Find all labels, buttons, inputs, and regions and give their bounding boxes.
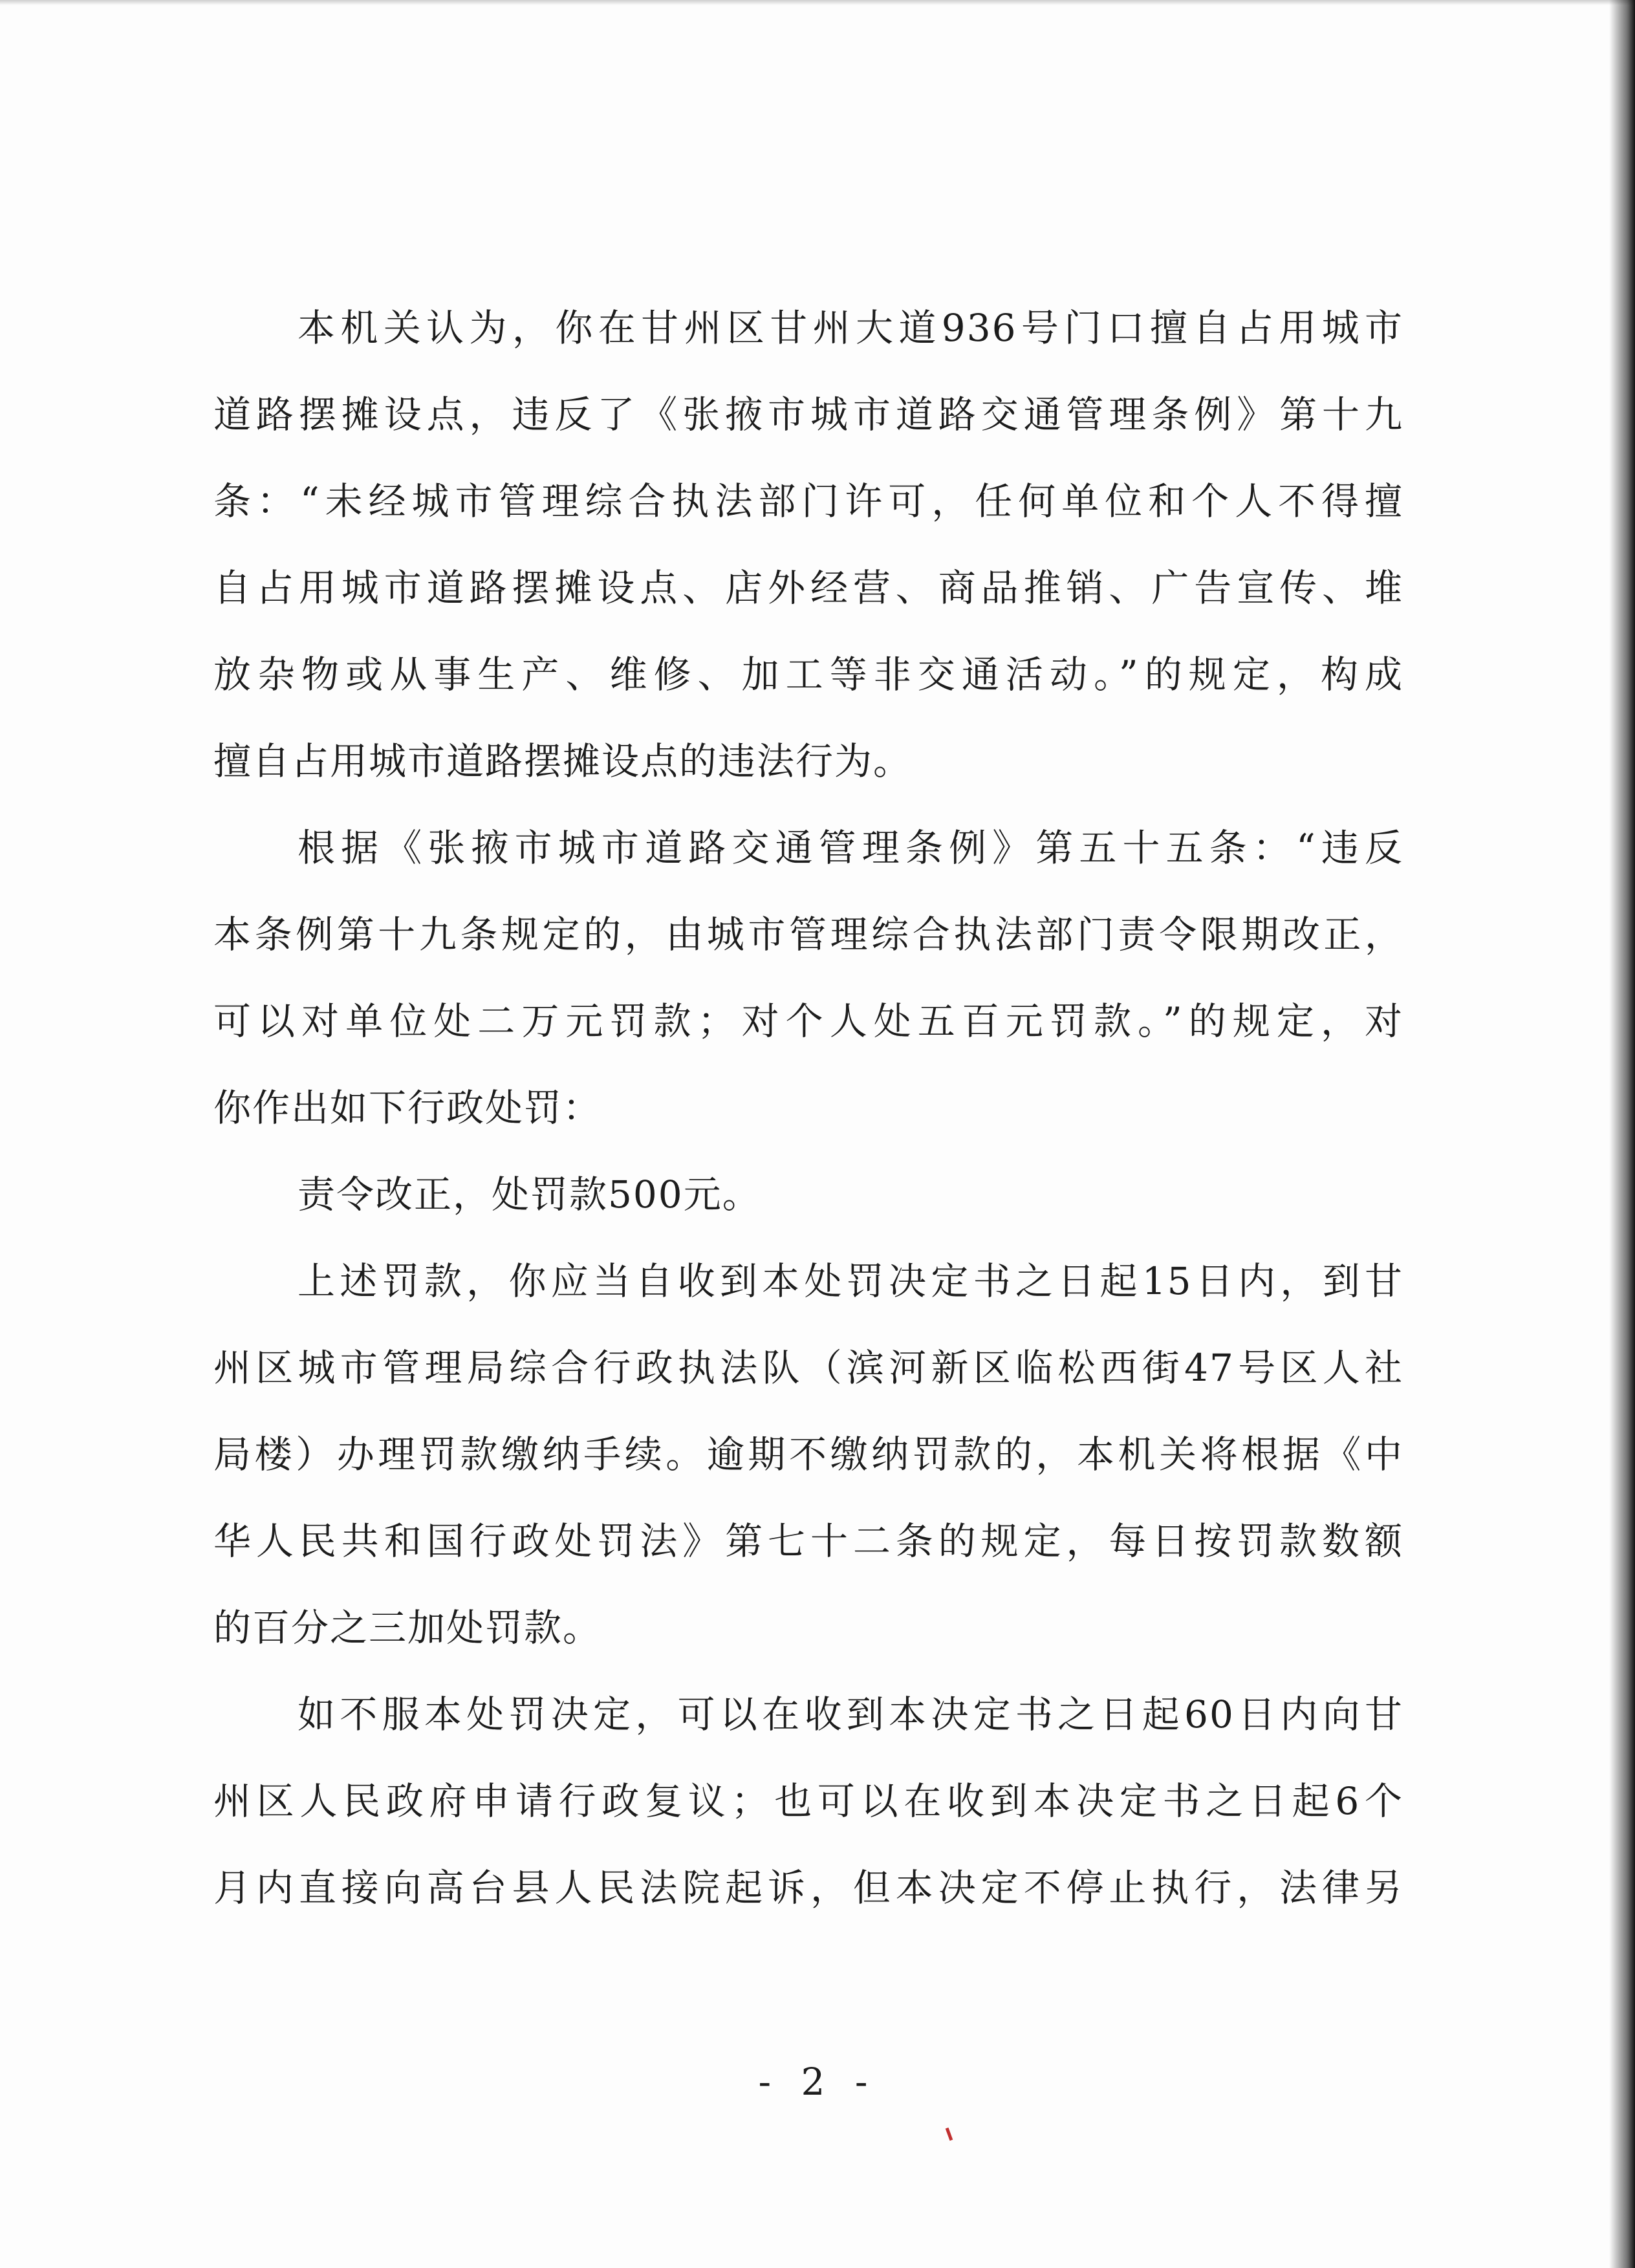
- text-line: 州区人民政府申请行政复议；也可以在收到本决定书之日起6个: [213, 1779, 1403, 1823]
- text-line: 擅自占用城市道路摆摊设点的违法行为。: [213, 739, 913, 783]
- text-line: 月内直接向高台县人民法院起诉，但本决定不停止执行，法律另: [213, 1866, 1403, 1910]
- text-line: 上述罚款，你应当自收到本处罚决定书之日起15日内，到甘: [298, 1259, 1403, 1303]
- text-line: 可以对单位处二万元罚款；对个人处五百元罚款。”的规定，对: [213, 999, 1403, 1043]
- document-body: [213, 285, 1403, 1931]
- text-line: 如不服本处罚决定，可以在收到本决定书之日起60日内向甘: [298, 1692, 1403, 1736]
- text-line: 华人民共和国行政处罚法》第七十二条的规定，每日按罚款数额: [213, 1519, 1403, 1563]
- text-line: 州区城市管理局综合行政执法队（滨河新区临松西街47号区人社: [213, 1346, 1403, 1390]
- text-line: 你作出如下行政处罚：: [213, 1086, 602, 1130]
- text-line: 本条例第十九条规定的，由城市管理综合执法部门责令限期改正，: [213, 913, 1403, 956]
- text-line: 根据《张掖市城市道路交通管理条例》第五十五条：“违反: [298, 826, 1403, 870]
- scan-shadow-top: [0, 0, 1635, 5]
- scan-shadow-right: [1609, 0, 1635, 2268]
- page-number: - 2 -: [758, 2060, 877, 2104]
- text-line: 道路摆摊设点，违反了《张掖市城市道路交通管理条例》第十九: [213, 393, 1403, 437]
- text-line: 责令改正，处罚款500元。: [298, 1172, 761, 1216]
- red-ink-mark: [946, 2128, 953, 2141]
- text-line: 局楼）办理罚款缴纳手续。逾期不缴纳罚款的，本机关将根据《中: [213, 1432, 1403, 1476]
- text-line: 本机关认为，你在甘州区甘州大道936号门口擅自占用城市: [298, 306, 1403, 350]
- text-line: 自占用城市道路摆摊设点、店外经营、商品推销、广告宣传、堆: [213, 566, 1403, 610]
- text-line: 条：“未经城市管理综合执法部门许可，任何单位和个人不得擅: [213, 479, 1403, 523]
- text-line: 放杂物或从事生产、维修、加工等非交通活动。”的规定，构成: [213, 653, 1403, 697]
- text-line: 的百分之三加处罚款。: [213, 1606, 602, 1650]
